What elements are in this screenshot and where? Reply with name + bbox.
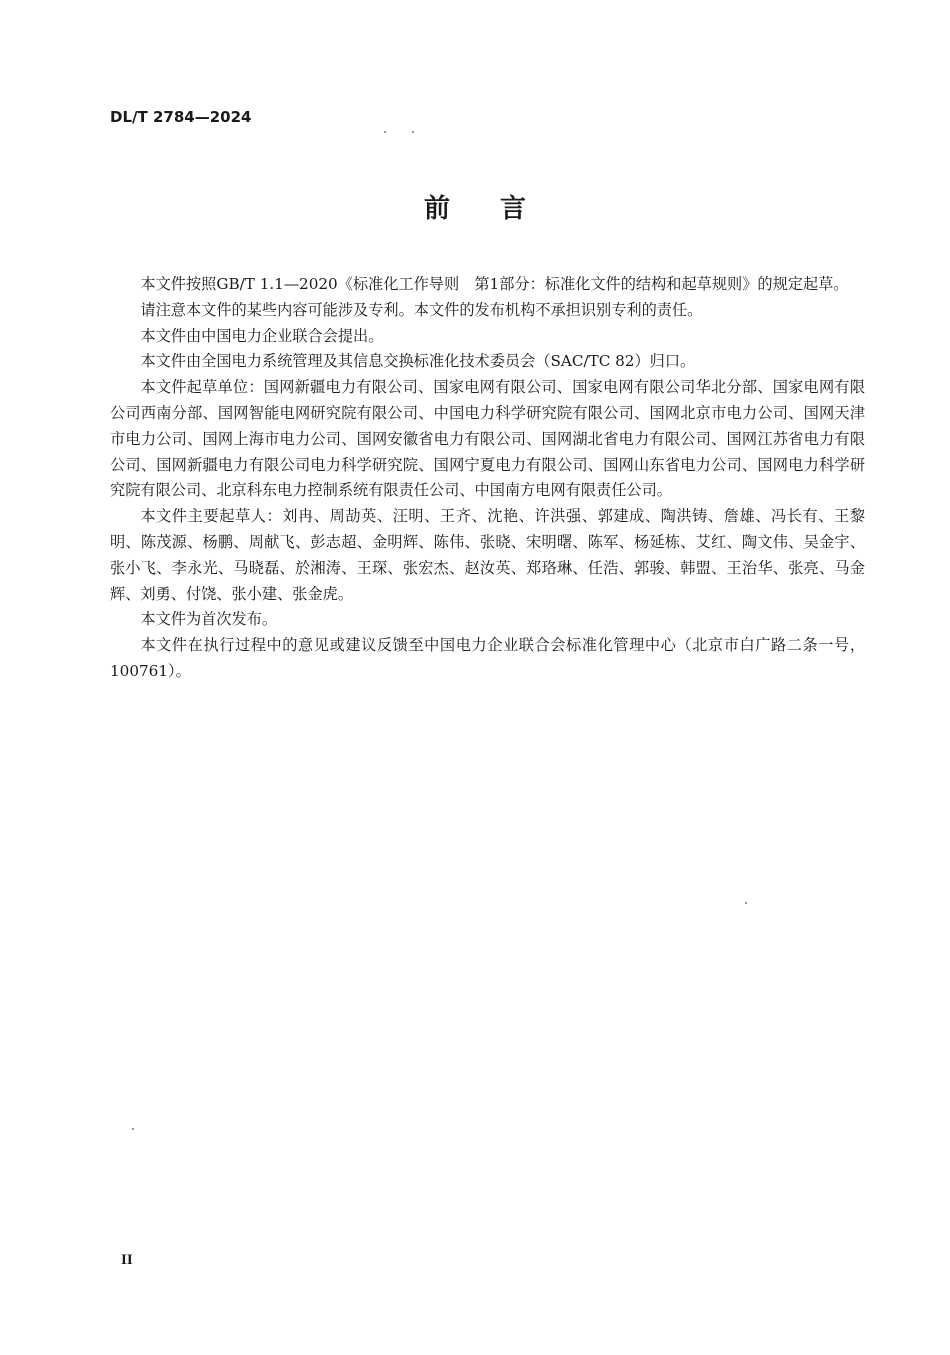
foreword-body bbox=[110, 272, 865, 685]
page-number: II bbox=[121, 1252, 133, 1268]
paragraph-drafting-basis: 本文件按照GB/T 1.1—2020《标准化工作导则 第1部分：标准化文件的结构和起草规则》的规定起草。 bbox=[140, 275, 849, 293]
paragraph-patent-notice: 请注意本文件的某些内容可能涉及专利。本文件的发布机构不承担识别专利的责任。 bbox=[140, 300, 703, 319]
paragraph-feedback: 本文件在执行过程中的意见或建议反馈至中国电力企业联合会标准化管理中心（北京市白广路二条一号，100761）。 bbox=[110, 636, 865, 680]
paragraph-drafting-units: 本文件起草单位：国网新疆电力有限公司、国家电网有限公司、国家电网有限公司华北分部、国家电网有限公司西南分部、国网智能电网研究院有限公司、中国电力科学研究院有限公司、国网北京市电力公司、国网天津市电力公司、国网上海市电力公司、国网安徽省电力有限公司、国网湖北省电力有限公司、国网江苏省电力有限公司、国网新疆电力有限公司电力科学研究院、国网宁夏电力有限公司、国网山东省电力公司、国网电力科学研究院有限公司、北京科东电力控制系统有限责任公司、中国南方电网有限责任公司。 bbox=[110, 378, 865, 500]
scan-speck bbox=[412, 131, 414, 133]
scan-speck bbox=[132, 1128, 134, 1130]
paragraph-technical-committee: 本文件由全国电力系统管理及其信息交换标准化技术委员会（SAC/TC 82）归口。 bbox=[140, 352, 696, 371]
scan-speck bbox=[745, 902, 747, 904]
paragraph-main-drafters: 本文件主要起草人：刘冉、周劼英、汪明、王齐、沈艳、许洪强、郭建成、陶洪铸、詹雄、冯长有、王黎明、陈茂源、杨鹏、周献飞、彭志超、金明辉、陈伟、张晓、宋明曙、陈军、杨延栋、艾红、陶文伟、吴金宇、张小飞、李永光、马晓磊、於湘涛、王琛、张宏杰、赵汝英、郑珞琳、任浩、郭骏、韩盟、王治华、张亮、马金辉、刘勇、付饶、张小建、张金虎。 bbox=[110, 507, 865, 603]
document-code: DL/T 2784—2024 bbox=[110, 108, 252, 126]
scan-speck bbox=[384, 131, 386, 133]
paragraph-proposer: 本文件由中国电力企业联合会提出。 bbox=[140, 326, 384, 345]
paragraph-first-release: 本文件为首次发布。 bbox=[140, 610, 278, 629]
page-title: 前言 bbox=[423, 194, 576, 224]
